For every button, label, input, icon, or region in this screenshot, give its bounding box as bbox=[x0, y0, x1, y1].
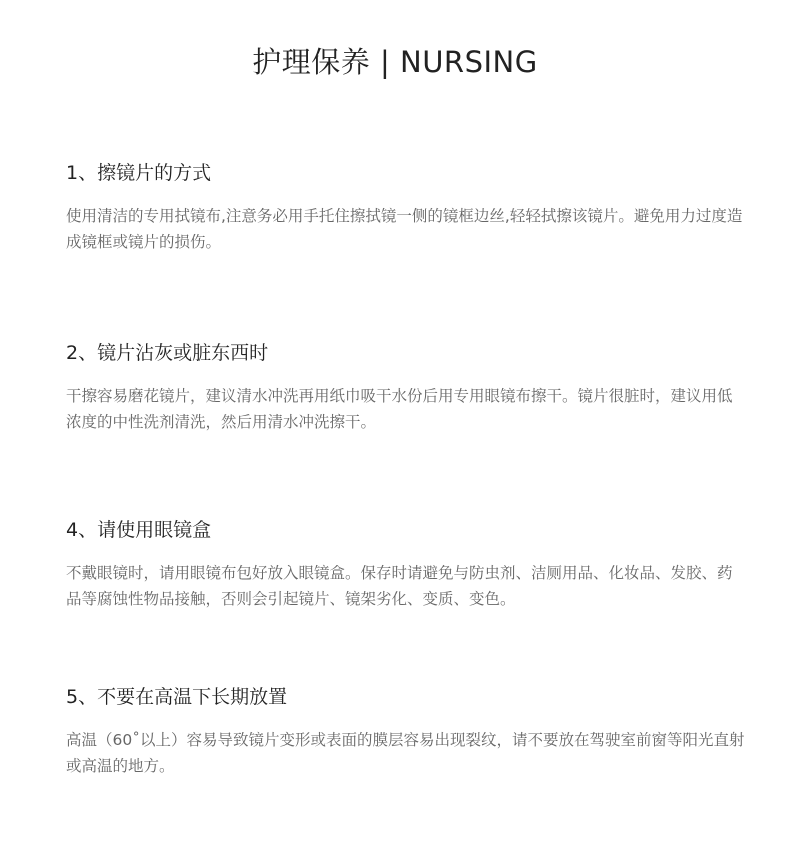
section-heading: 1、擦镜片的方式 bbox=[66, 162, 212, 184]
section-body: 使用清洁的专用拭镜布,注意务必用手托住擦拭镜一侧的镜框边丝,轻轻拭擦该镜片。避免用力过度造成镜框或镜片的损伤。 bbox=[66, 207, 743, 251]
section-body: 不戴眼镜时，请用眼镜布包好放入眼镜盒。保存时请避免与防虫剂、洁厕用品、化妆品、发胶、药品等腐蚀性物品接触，否则会引起镜片、镜架劣化、变质、变色。 bbox=[66, 564, 733, 608]
section-glasses-case bbox=[66, 518, 746, 612]
section-high-temperature bbox=[66, 685, 746, 779]
section-body: 干擦容易磨花镜片，建议清水冲洗再用纸巾吸干水份后用专用眼镜布擦干。镜片很脏时，建议用低浓度的中性洗剂清洗，然后用清水冲洗擦干。 bbox=[66, 387, 733, 431]
section-dusty-lens bbox=[66, 341, 746, 435]
section-lens-wiping bbox=[66, 161, 746, 255]
section-body: 高温（60˚以上）容易导致镜片变形或表面的膜层容易出现裂纹，请不要放在驾驶室前窗等阳光直射或高温的地方。 bbox=[66, 731, 745, 775]
section-heading: 2、镜片沾灰或脏东西时 bbox=[66, 342, 269, 364]
section-heading: 5、不要在高温下长期放置 bbox=[66, 686, 288, 708]
page-title: 护理保养 | NURSING bbox=[252, 45, 538, 79]
section-heading: 4、请使用眼镜盒 bbox=[66, 519, 212, 541]
